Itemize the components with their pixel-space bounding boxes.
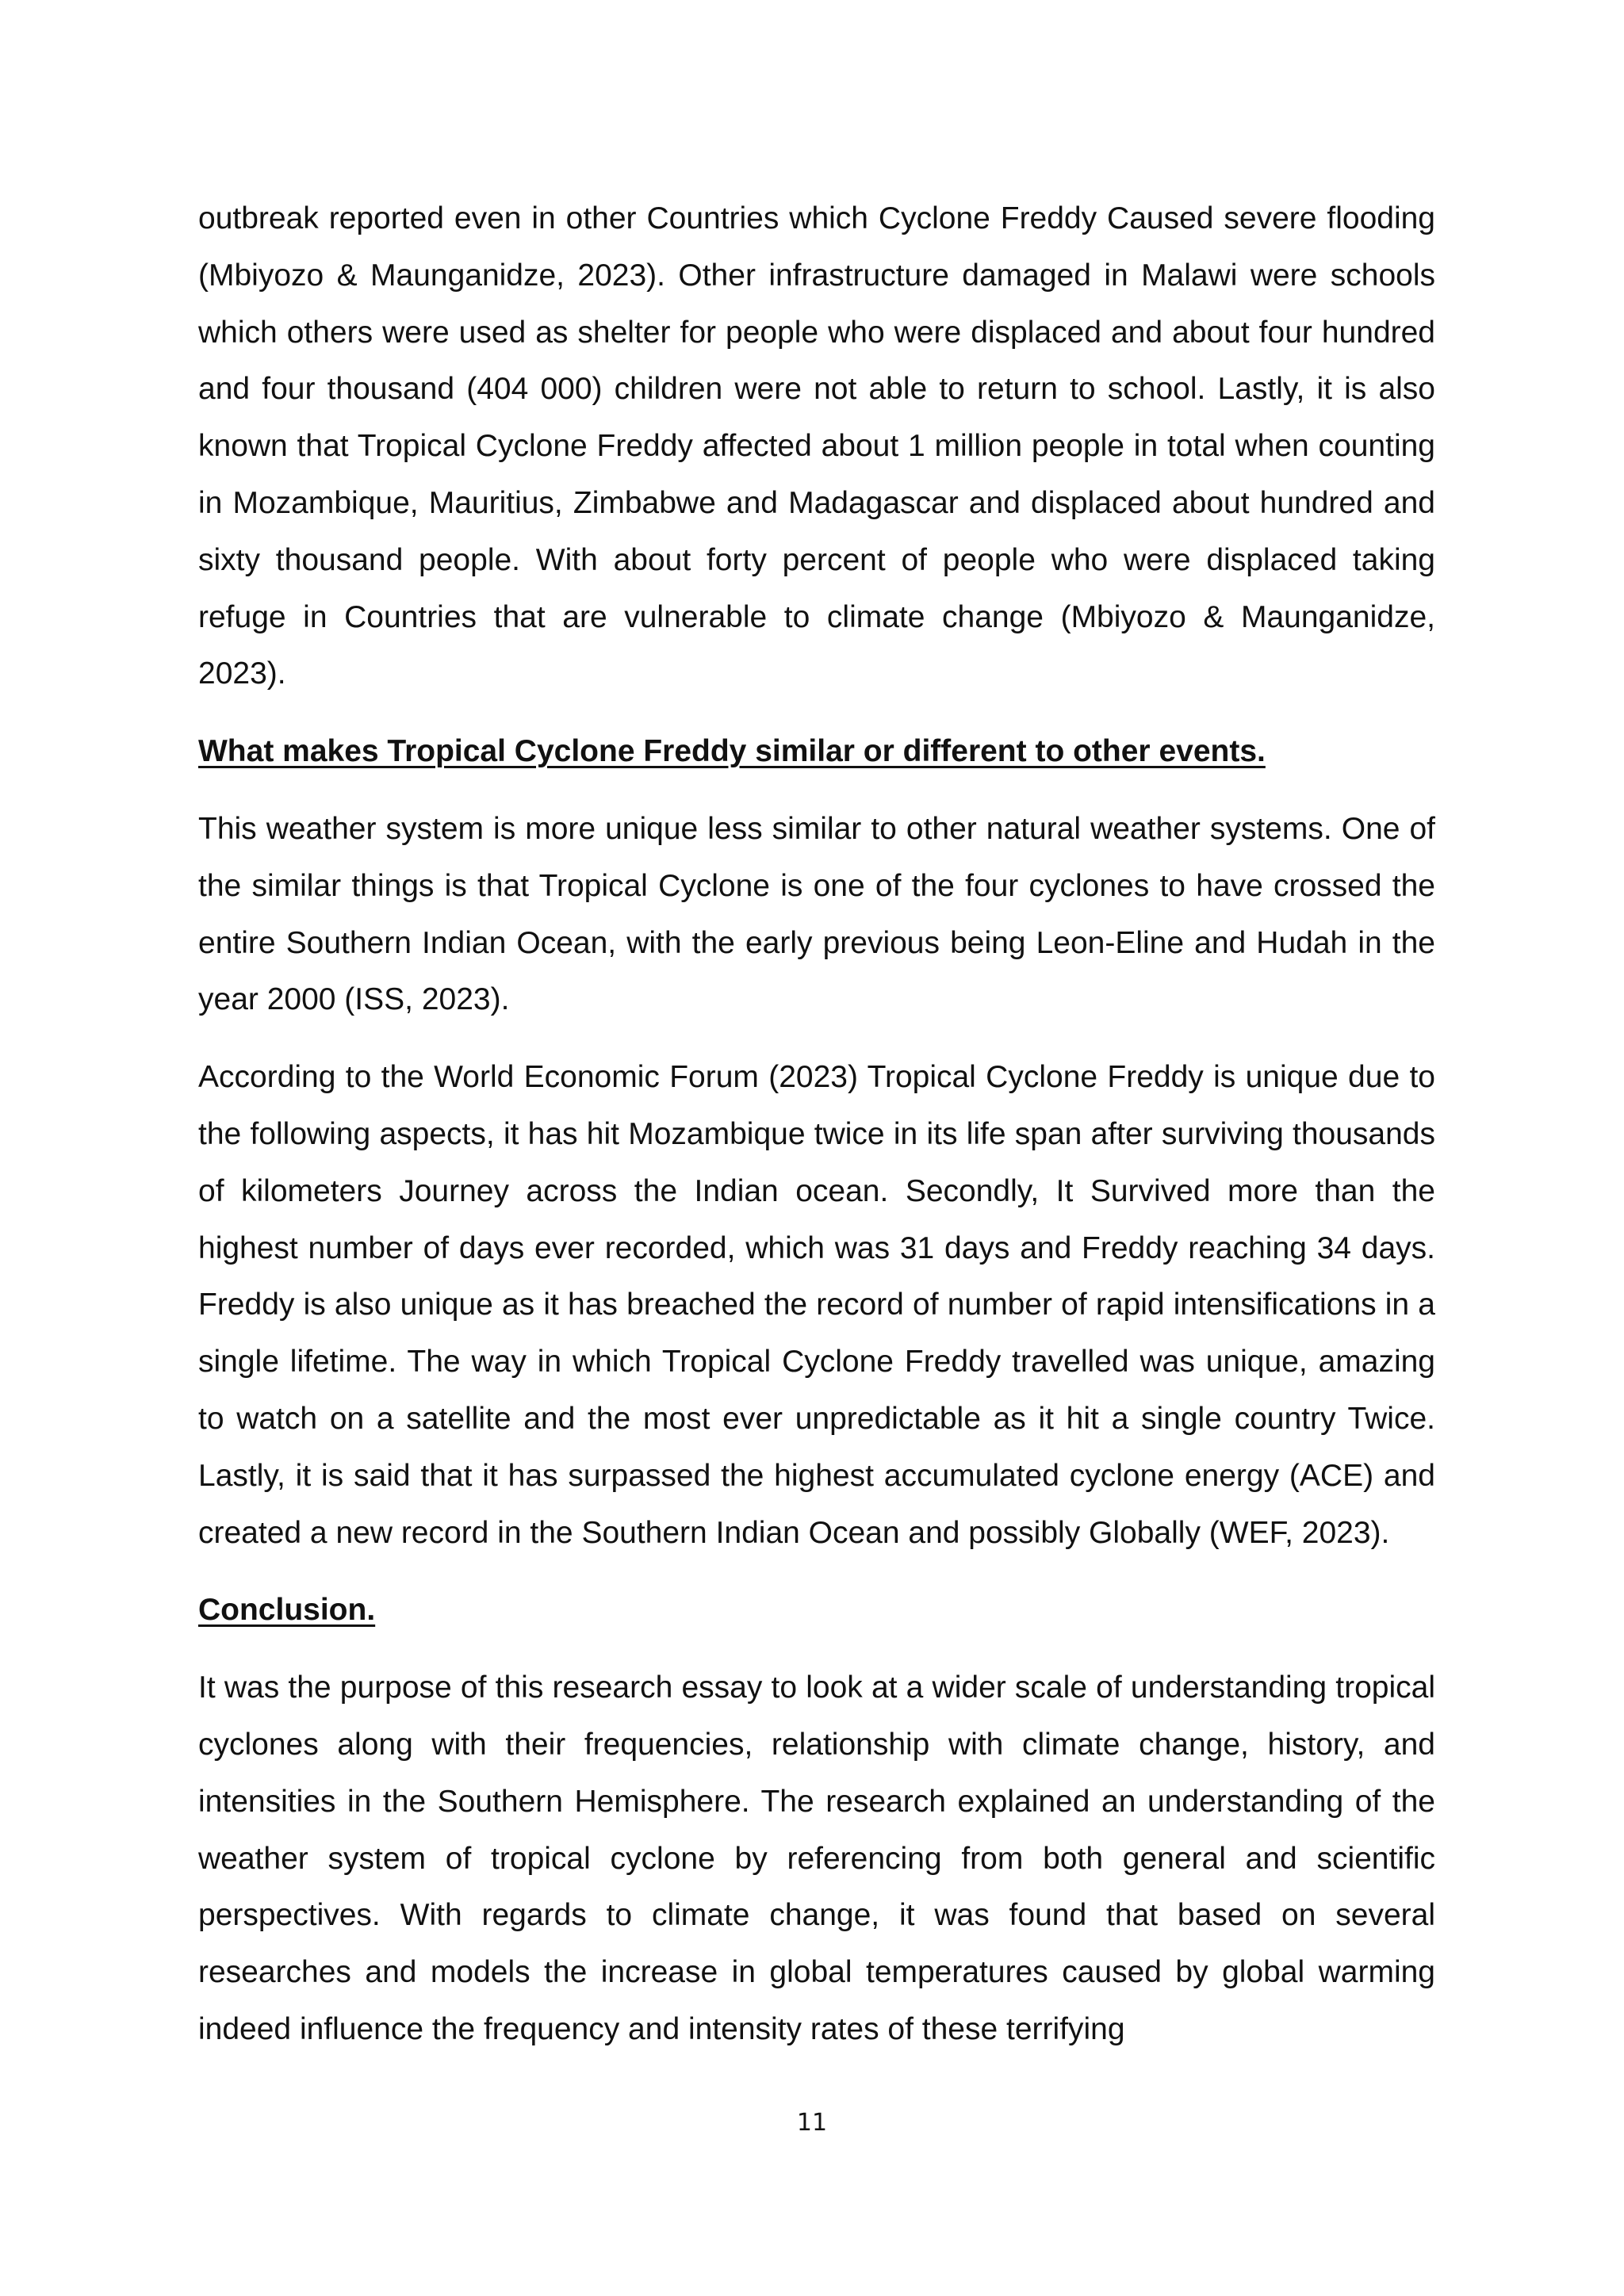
page-body: [198, 190, 1435, 2058]
paragraph-uniqueness: According to the World Economic Forum (2023) Tropical Cyclone Freddy is unique due to the following aspects, it has hit Mozambique twice in its life span after surviving thousands of kilometers Journey across the Indian ocean. Secondly, It Survived more than the highest number of days ever recorded, which was 31 days and Freddy reaching 34 days. Freddy is also unique as it has breached the record of number of rapid intensifications in a single lifetime. The way in which Tropical Cyclone Freddy travelled was unique, amazing to watch on a satellite and the most ever unpredictable as it hit a single country Twice. Lastly, it is said that it has surpassed the highest accumulated cyclone energy (ACE) and created a new record in the Southern Indian Ocean and possibly Globally (WEF, 2023).: [198, 1060, 1435, 1550]
paragraph-continuation: outbreak reported even in other Countries which Cyclone Freddy Caused severe flooding (Mbiyozo & Maunganidze, 2023). Other infrastructure damaged in Malawi were schools which others were used as shelter for people who were displaced and about four hundred and four thousand (404 000) children were not able to return to school. Lastly, it is also known that Tropical Cyclone Freddy affected about 1 million people in total when counting in Mozambique, Mauritius, Zimbabwe and Madagascar and displaced about hundred and sixty thousand people. With about forty percent of people who were displaced taking refuge in Countries that are vulnerable to climate change (Mbiyozo & Maunganidze, 2023).: [198, 201, 1435, 691]
paragraph-similarities: This weather system is more unique less similar to other natural weather systems. One of the similar things is that Tropical Cyclone is one of the four cyclones to have crossed the entire Southern Indian Ocean, with the early previous being Leon-Eline and Hudah in the year 2000 (ISS, 2023).: [198, 811, 1435, 1017]
section-heading-conclusion: Conclusion.: [198, 1593, 376, 1628]
section-heading-similar-different: What makes Tropical Cyclone Freddy similar or different to other events.: [198, 734, 1266, 769]
paragraph-conclusion: It was the purpose of this research essay to look at a wider scale of understanding tropical cyclones along with their frequencies, relationship with climate change, history, and intensities in the Southern Hemisphere. The research explained an understanding of the weather system of tropical cyclone by referencing from both general and scientific perspectives. With regards to climate change, it was found that based on several researches and models the increase in global temperatures caused by global warming indeed influence the frequency and intensity rates of these terrifying: [198, 1670, 1435, 2046]
page-number: 11: [796, 2109, 828, 2137]
